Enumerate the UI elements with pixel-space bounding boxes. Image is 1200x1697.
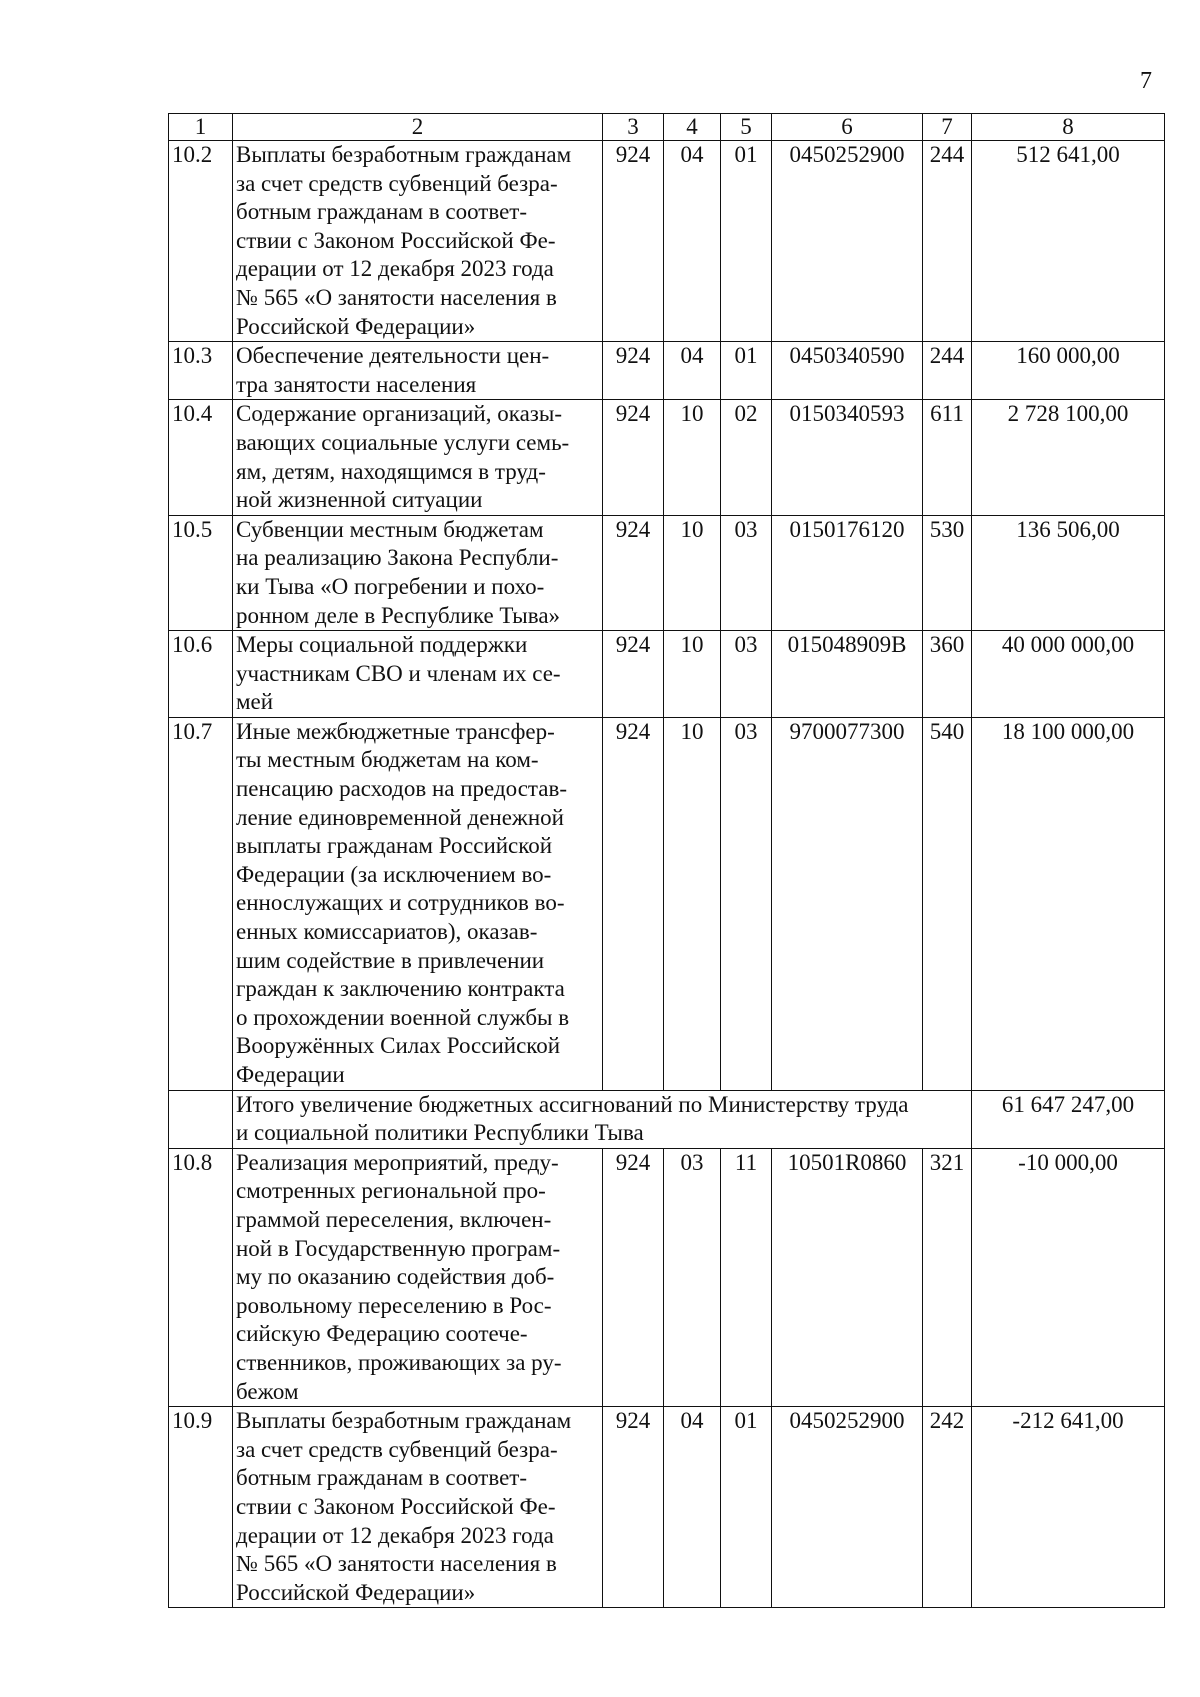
row-description: Субвенции местным бюджетам на реализацию Закона Республи- ки Тыва «О погребении и похо- ронном деле в Республике Тыва» bbox=[233, 515, 603, 630]
cell-col7: 244 bbox=[923, 141, 972, 342]
cell-col4: 04 bbox=[664, 1407, 721, 1608]
cell-col6: 0450252900 bbox=[772, 141, 923, 342]
row-description: Содержание организаций, оказы- вающих социальные услуги семь- ям, детям, находящимся в труд- ной жизненной ситуации bbox=[233, 400, 603, 515]
row-number: 10.9 bbox=[169, 1407, 233, 1608]
cell-col4: 10 bbox=[664, 515, 721, 630]
cell-col5: 02 bbox=[721, 400, 772, 515]
budget-table bbox=[168, 113, 1165, 1608]
cell-col5: 01 bbox=[721, 342, 772, 400]
table-row bbox=[169, 342, 1165, 400]
cell-col5: 03 bbox=[721, 631, 772, 718]
col-header-4: 4 bbox=[664, 114, 721, 141]
row-description: Реализация мероприятий, преду- смотренных региональной про- граммой переселения, включен- ной в Государственную програм- му по оказанию содействия доб- ровольному переселению в Рос- сийскую Федерацию соотече- ственников, проживающих за ру- бежом bbox=[233, 1148, 603, 1406]
row-number: 10.4 bbox=[169, 400, 233, 515]
cell-col6: 0150340593 bbox=[772, 400, 923, 515]
cell-col3: 924 bbox=[603, 631, 664, 718]
page-number: 7 bbox=[1140, 68, 1152, 94]
row-number: 10.5 bbox=[169, 515, 233, 630]
cell-col5: 03 bbox=[721, 717, 772, 1090]
col-header-6: 6 bbox=[772, 114, 923, 141]
cell-col3: 924 bbox=[603, 342, 664, 400]
cell-col5: 01 bbox=[721, 141, 772, 342]
cell-col6: 9700077300 bbox=[772, 717, 923, 1090]
cell-col4: 04 bbox=[664, 141, 721, 342]
cell-col4: 10 bbox=[664, 631, 721, 718]
cell-col3: 924 bbox=[603, 141, 664, 342]
table-row bbox=[169, 141, 1165, 342]
cell-col4: 04 bbox=[664, 342, 721, 400]
row-number: 10.7 bbox=[169, 717, 233, 1090]
total-row bbox=[169, 1090, 1165, 1148]
row-number: 10.3 bbox=[169, 342, 233, 400]
table-row bbox=[169, 515, 1165, 630]
cell-col6: 0450252900 bbox=[772, 1407, 923, 1608]
col-header-3: 3 bbox=[603, 114, 664, 141]
cell-col3: 924 bbox=[603, 1148, 664, 1406]
cell-col7: 242 bbox=[923, 1407, 972, 1608]
row-description: Обеспечение деятельности цен- тра занятости населения bbox=[233, 342, 603, 400]
cell-amount: 18 100 000,00 bbox=[972, 717, 1165, 1090]
row-description: Меры социальной поддержки участникам СВО и членам их се- мей bbox=[233, 631, 603, 718]
cell-col7: 530 bbox=[923, 515, 972, 630]
header-row bbox=[169, 114, 1165, 141]
row-number: 10.8 bbox=[169, 1148, 233, 1406]
col-header-2: 2 bbox=[233, 114, 603, 141]
cell-col3: 924 bbox=[603, 515, 664, 630]
total-label: Итого увеличение бюджетных ассигнований по Министерству труда и социальной политики Республики Тыва bbox=[233, 1090, 972, 1148]
table-row bbox=[169, 400, 1165, 515]
table-row bbox=[169, 1148, 1165, 1406]
cell-col7: 611 bbox=[923, 400, 972, 515]
cell-col6: 10501R0860 bbox=[772, 1148, 923, 1406]
cell-col3: 924 bbox=[603, 1407, 664, 1608]
table-row bbox=[169, 1407, 1165, 1608]
total-amount: 61 647 247,00 bbox=[972, 1090, 1165, 1148]
cell-col7: 321 bbox=[923, 1148, 972, 1406]
cell-amount: 136 506,00 bbox=[972, 515, 1165, 630]
cell-col5: 03 bbox=[721, 515, 772, 630]
row-description: Иные межбюджетные трансфер- ты местным бюджетам на ком- пенсацию расходов на предостав- ление единовременной денежной выплаты гражданам Российской Федерации (за исключением во- еннослужащих и сотрудников во- енных комиссариатов), оказав- шим содействие в привлечении граждан к заключению контракта о прохождении военной службы в Вооружённых Силах Российской Федерации bbox=[233, 717, 603, 1090]
cell-amount: -212 641,00 bbox=[972, 1407, 1165, 1608]
cell-col7: 244 bbox=[923, 342, 972, 400]
cell-col7: 540 bbox=[923, 717, 972, 1090]
total-empty-cell bbox=[169, 1090, 233, 1148]
table-row bbox=[169, 717, 1165, 1090]
cell-amount: 160 000,00 bbox=[972, 342, 1165, 400]
table-row bbox=[169, 631, 1165, 718]
cell-col4: 10 bbox=[664, 400, 721, 515]
row-description: Выплаты безработным гражданам за счет средств субвенций безра- ботным гражданам в соответ- ствии с Законом Российской Фе- дерации от 12 декабря 2023 года № 565 «О занятости населения в Российской Федерации» bbox=[233, 1407, 603, 1608]
cell-amount: -10 000,00 bbox=[972, 1148, 1165, 1406]
col-header-7: 7 bbox=[923, 114, 972, 141]
cell-amount: 512 641,00 bbox=[972, 141, 1165, 342]
cell-col5: 11 bbox=[721, 1148, 772, 1406]
col-header-1: 1 bbox=[169, 114, 233, 141]
row-number: 10.6 bbox=[169, 631, 233, 718]
cell-col7: 360 bbox=[923, 631, 972, 718]
cell-col6: 0150176120 bbox=[772, 515, 923, 630]
cell-col3: 924 bbox=[603, 717, 664, 1090]
row-description: Выплаты безработным гражданам за счет средств субвенций безра- ботным гражданам в соответ- ствии с Законом Российской Фе- дерации от 12 декабря 2023 года № 565 «О занятости населения в Российской Федерации» bbox=[233, 141, 603, 342]
cell-col6: 015048909В bbox=[772, 631, 923, 718]
col-header-8: 8 bbox=[972, 114, 1165, 141]
col-header-5: 5 bbox=[721, 114, 772, 141]
row-number: 10.2 bbox=[169, 141, 233, 342]
cell-amount: 40 000 000,00 bbox=[972, 631, 1165, 718]
cell-col5: 01 bbox=[721, 1407, 772, 1608]
cell-col3: 924 bbox=[603, 400, 664, 515]
cell-col4: 03 bbox=[664, 1148, 721, 1406]
cell-col6: 0450340590 bbox=[772, 342, 923, 400]
cell-col4: 10 bbox=[664, 717, 721, 1090]
cell-amount: 2 728 100,00 bbox=[972, 400, 1165, 515]
